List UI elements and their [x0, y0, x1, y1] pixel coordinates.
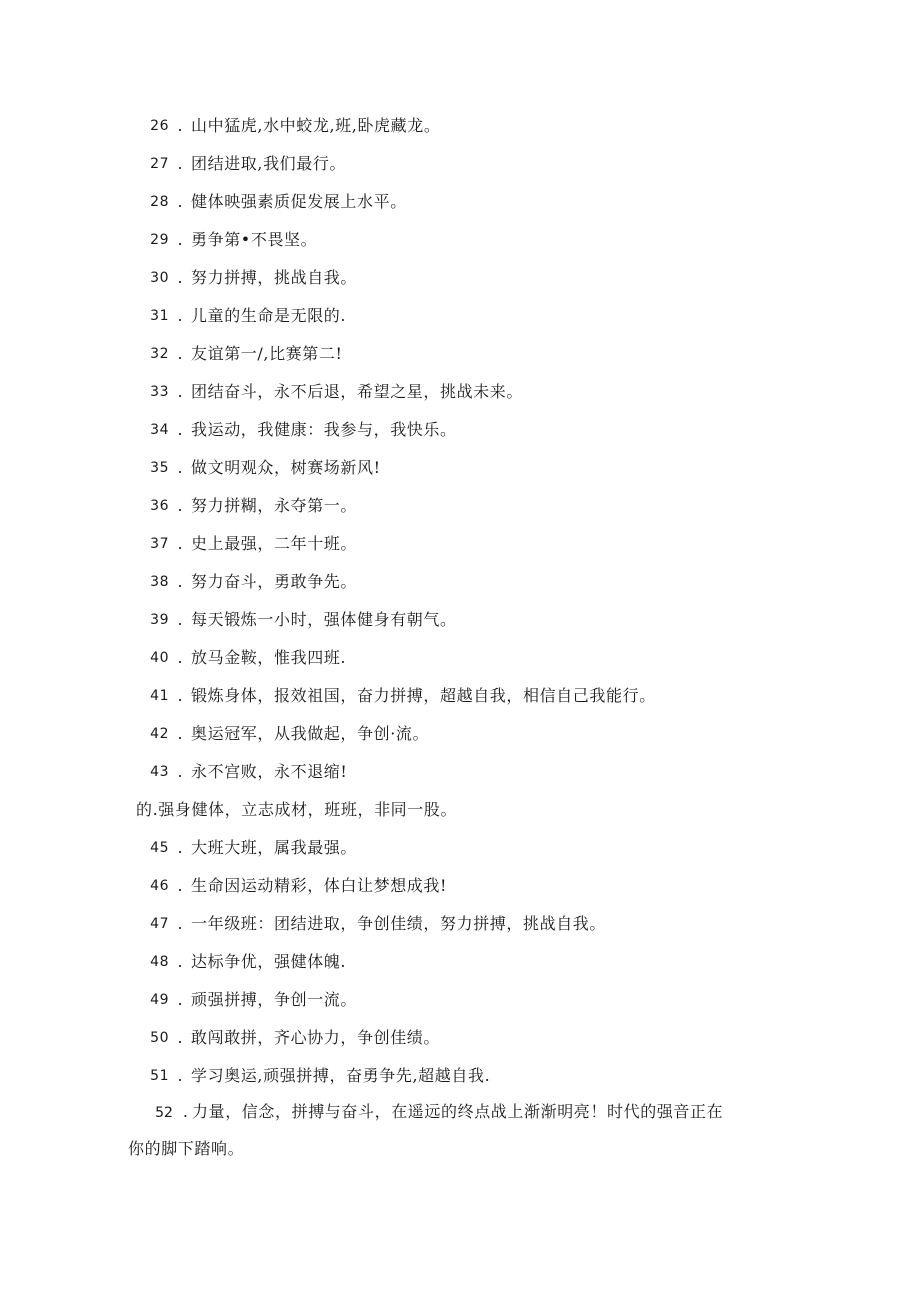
item-text: 友谊第一/,比赛第二!	[191, 344, 343, 363]
item-separator: .	[177, 914, 183, 933]
item-text: 敢闯敢拼，齐心协力，争创佳绩。	[191, 1028, 441, 1047]
list-item	[131, 1024, 751, 1062]
item-number: 41	[150, 688, 169, 704]
item-text: 努力拼搏，挑战自我。	[191, 268, 358, 287]
item-separator: .	[177, 876, 183, 895]
item-text: 大班大班，属我最强。	[191, 838, 358, 857]
item-separator: .	[177, 838, 183, 857]
item-separator: .	[177, 990, 183, 1009]
item-number: 31	[150, 308, 169, 324]
item-text: 勇争第•不畏坚。	[191, 230, 318, 249]
item-number: 32	[150, 346, 169, 362]
item-text: 学习奥运,顽强拼搏，奋勇争先,超越自我.	[191, 1066, 491, 1085]
list-item	[131, 454, 751, 492]
item-separator: .	[177, 230, 183, 249]
list-item	[131, 568, 751, 606]
list-item	[131, 606, 751, 644]
item-number: 40	[150, 650, 169, 666]
item-number: 50	[150, 1030, 169, 1046]
item-text: 顽强拼搏，争创一流。	[191, 990, 358, 1009]
list-item	[131, 492, 751, 530]
item-text: 努力拼糊，永夺第一。	[191, 496, 358, 515]
list-item	[131, 682, 751, 720]
list-item	[131, 302, 751, 340]
slogan-list	[128, 112, 751, 1167]
list-item	[131, 378, 751, 416]
item-number: 36	[150, 498, 169, 514]
list-item	[131, 948, 751, 986]
item-separator: .	[177, 952, 183, 971]
list-item	[131, 758, 751, 796]
item-text: 一年级班：团结进取，争创佳绩，努力拼搏，挑战自我。	[191, 914, 607, 933]
item-text: 力量，信念，拼搏与奋斗，在遥远的终点战上渐渐明亮！时代的强音正在你的脚下踏响。	[128, 1102, 724, 1158]
item-separator: .	[177, 762, 183, 781]
item-text: 儿童的生命是无限的.	[191, 306, 347, 325]
list-item	[131, 872, 751, 910]
item-number: 52	[155, 1105, 173, 1121]
item-number: 34	[150, 422, 169, 438]
item-separator: .	[177, 572, 183, 591]
item-text: 史上最强，二年十班。	[191, 534, 358, 553]
item-separator: .	[177, 686, 183, 705]
item-number: 26	[150, 118, 169, 134]
item-separator: .	[177, 344, 183, 363]
item-separator: .	[177, 306, 183, 325]
item-number: 35	[150, 460, 169, 476]
list-item	[131, 112, 751, 150]
list-item	[131, 644, 751, 682]
list-item	[131, 188, 751, 226]
item-separator: .	[177, 116, 183, 135]
item-number: 43	[150, 764, 169, 780]
item-text: 达标争优，强健体魄.	[191, 952, 347, 971]
item-text: 健体映强素质促发展上水平。	[191, 192, 407, 211]
list-item	[131, 796, 751, 834]
item-number: 27	[150, 156, 169, 172]
item-separator: .	[177, 1028, 183, 1047]
item-number: 39	[150, 612, 169, 628]
item-number: 45	[150, 840, 169, 856]
item-text: 放马金鞍，惟我四班.	[191, 648, 347, 667]
list-item	[131, 986, 751, 1024]
item-text: 锻炼身体，报效祖国，奋力拼搏，超越自我，相信自己我能行。	[191, 686, 656, 705]
item-text: 山中猛虎,水中蛟龙,班,卧虎藏龙。	[191, 116, 441, 135]
item-number: 46	[150, 878, 169, 894]
item-number: 42	[150, 726, 169, 742]
list-item	[131, 834, 751, 872]
item-text: 团结奋斗，永不后退，希望之星，挑战未来。	[191, 382, 524, 401]
item-text: 奥运冠军，从我做起，争创·流。	[191, 724, 430, 743]
item-lead	[128, 1094, 188, 1131]
item-number: 33	[150, 384, 169, 400]
item-text: 做文明观众，树赛场新风!	[191, 458, 381, 477]
item-number: 30	[150, 270, 169, 286]
item-number: 37	[150, 536, 169, 552]
item-text: 团结进取,我们最行。	[191, 154, 347, 173]
list-item	[131, 150, 751, 188]
item-separator: .	[177, 458, 183, 477]
item-separator: .	[177, 610, 183, 629]
list-item	[131, 416, 751, 454]
item-number: 48	[150, 954, 169, 970]
item-separator: .	[177, 420, 183, 439]
item-separator: .	[177, 192, 183, 211]
item-separator: .	[177, 648, 183, 667]
item-text: 永不宫败，永不退缩!	[191, 762, 348, 781]
list-item	[131, 340, 751, 378]
item-separator: .	[177, 1066, 183, 1085]
list-item	[131, 910, 751, 948]
item-separator: .	[177, 496, 183, 515]
item-separator: .	[177, 724, 183, 743]
item-separator: .	[177, 534, 183, 553]
item-separator: .	[177, 268, 183, 287]
list-item	[131, 226, 751, 264]
item-number: 29	[150, 232, 169, 248]
list-item	[131, 720, 751, 758]
item-text: 努力奋斗，勇敢争先。	[191, 572, 358, 591]
item-number: 49	[150, 992, 169, 1008]
item-number: 51	[150, 1068, 169, 1084]
item-separator: .	[182, 1102, 188, 1121]
item-number: 28	[150, 194, 169, 210]
item-text: 我运动，我健康：我参与，我快乐。	[191, 420, 457, 439]
item-text: 每天锻炼一小时，强体健身有朝气。	[191, 610, 457, 629]
item-text: 的.强身健体，立志成材，班班，非同一股。	[136, 800, 458, 819]
item-number: 47	[150, 916, 169, 932]
list-item	[131, 264, 751, 302]
item-number: 38	[150, 574, 169, 590]
list-item	[131, 530, 751, 568]
item-text: 生命因运动精彩，体白让梦想成我!	[191, 876, 448, 895]
list-item-wrapped	[128, 1094, 728, 1167]
item-separator: .	[177, 382, 183, 401]
item-separator: .	[177, 154, 183, 173]
